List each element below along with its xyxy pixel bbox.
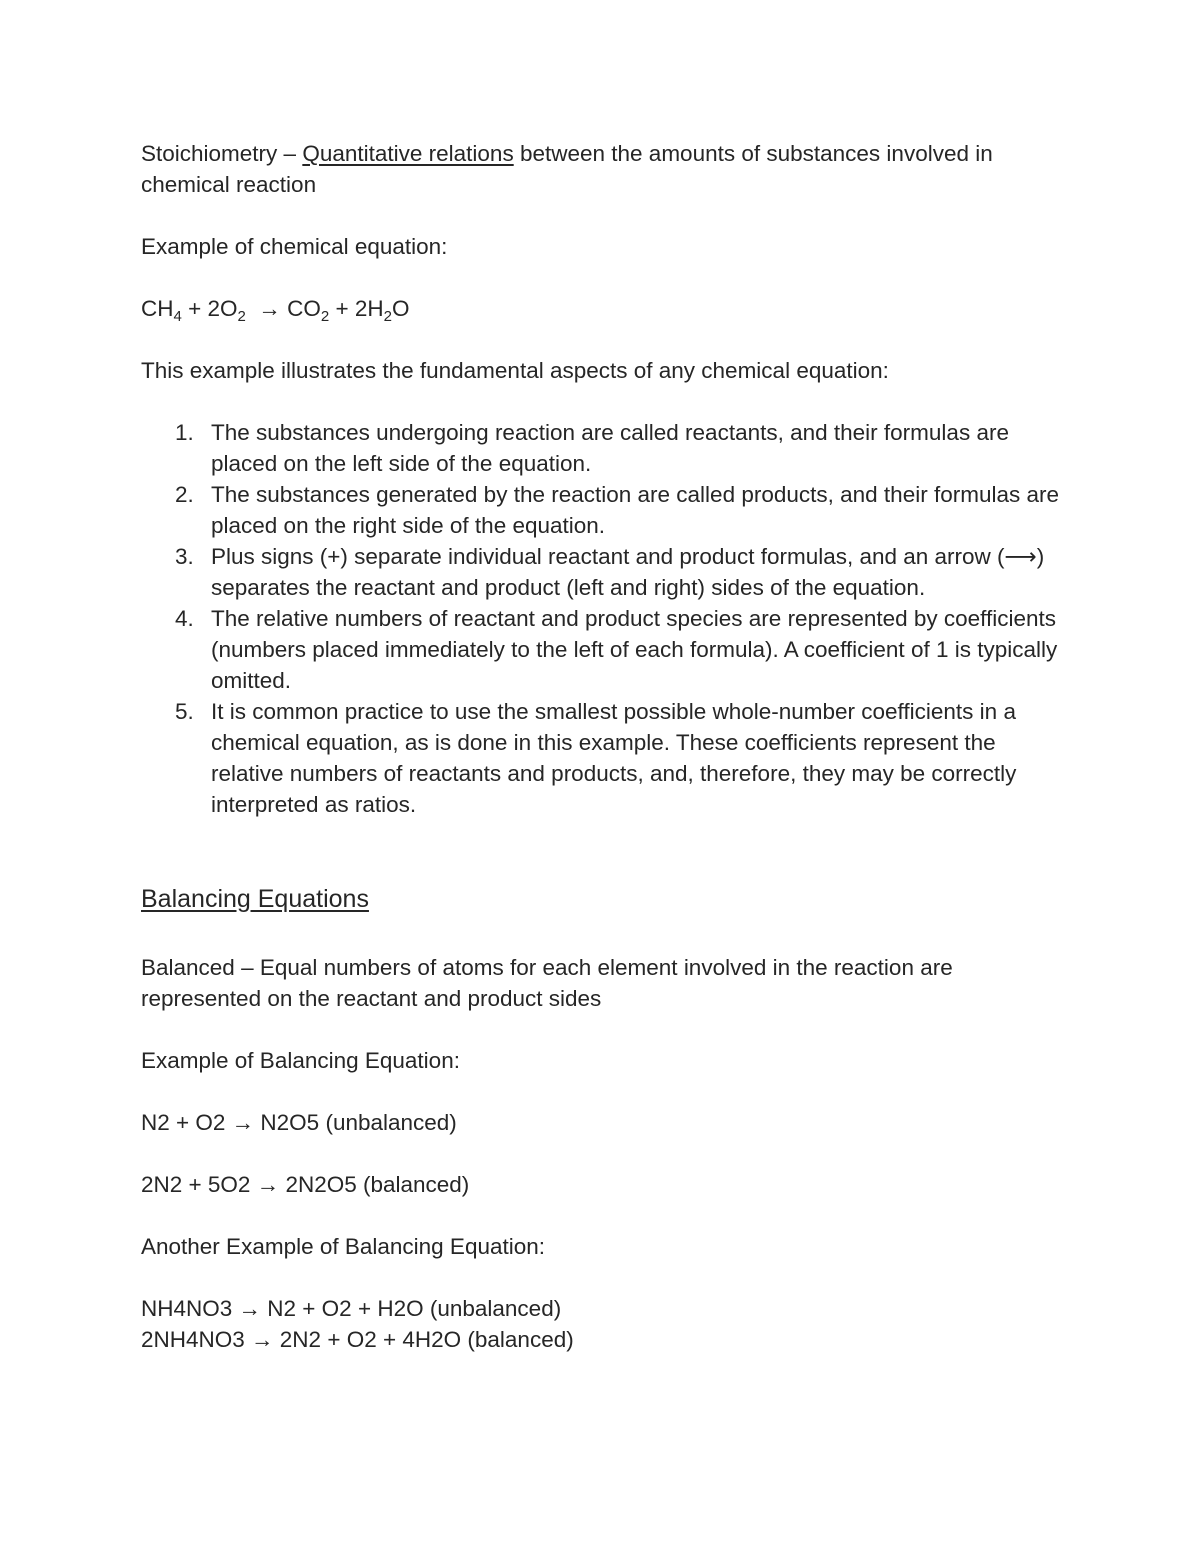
- eq-part: + 2O: [181, 296, 238, 321]
- equation-unbalanced: N2 + O2 → N2O5 (unbalanced): [141, 1110, 457, 1135]
- list-number: 5.: [175, 699, 194, 724]
- example-label: Example of chemical equation:: [141, 234, 448, 259]
- eq-part: CH: [141, 296, 174, 321]
- list-item: [141, 696, 1066, 820]
- list-item: [141, 541, 1066, 603]
- eq-subscript: 2: [320, 308, 330, 325]
- stoichiometry-definition: [141, 138, 1066, 200]
- list-item: [141, 417, 1066, 479]
- list-number: 4.: [175, 606, 194, 631]
- list-text: The substances undergoing reaction are called reactants, and their formulas are placed on the left side of the equation.: [211, 420, 1009, 476]
- eq-part: + 2H: [329, 296, 384, 321]
- document-page: [141, 138, 1066, 1355]
- balanced-definition: Balanced – Equal numbers of atoms for each element involved in the reaction are represented on the reactant and product sides: [141, 955, 953, 1011]
- equation-unbalanced-2: NH4NO3 → N2 + O2 + H2O (unbalanced): [141, 1296, 562, 1321]
- equation-balanced: 2N2 + 5O2 → 2N2O5 (balanced): [141, 1172, 470, 1197]
- aspects-list: [141, 417, 1066, 820]
- dash: –: [277, 141, 303, 166]
- another-example-label: Another Example of Balancing Equation:: [141, 1234, 546, 1259]
- list-text: The relative numbers of reactant and product species are represented by coefficients (numbers placed immediately to the left of each formula). A coefficient of 1 is typically omitted.: [211, 606, 1058, 693]
- equation-balanced-2: 2NH4NO3 → 2N2 + O2 + 4H2O (balanced): [141, 1327, 574, 1352]
- illustrates-paragraph: This example illustrates the fundamental aspects of any chemical equation:: [141, 358, 889, 383]
- balancing-example-label: Example of Balancing Equation:: [141, 1048, 460, 1073]
- eq-subscript: 2: [237, 308, 246, 325]
- eq-subscript: 4: [173, 308, 182, 325]
- list-text: It is common practice to use the smallest possible whole-number coefficients in a chemical equation, as is done in this example. These coefficients represent the relative numbers of reactants and products, and, therefore, they may be correctly interpreted as ratios.: [211, 699, 1017, 817]
- list-number: 1.: [175, 420, 194, 445]
- list-text: Plus signs (+) separate individual reactant and product formulas, and an arrow (⟶) separates the reactant and product (left and right) sides of the equation.: [211, 544, 1045, 600]
- list-item: [141, 479, 1066, 541]
- list-number: 2.: [175, 482, 194, 507]
- section-heading: Balancing Equations: [141, 885, 369, 913]
- list-text: The substances generated by the reaction are called products, and their formulas are placed on the right side of the equation.: [211, 482, 1059, 538]
- eq-part: O: [391, 296, 410, 321]
- list-number: 3.: [175, 544, 194, 569]
- underlined-phrase: Quantitative relations: [302, 141, 514, 166]
- term: Stoichiometry: [141, 141, 278, 166]
- eq-subscript: 2: [383, 308, 392, 325]
- eq-part: → CO: [245, 296, 321, 321]
- chemical-equation: [141, 293, 1066, 324]
- list-item: [141, 603, 1066, 696]
- definition-rest: between the amounts of substances involved in chemical reaction: [141, 141, 993, 197]
